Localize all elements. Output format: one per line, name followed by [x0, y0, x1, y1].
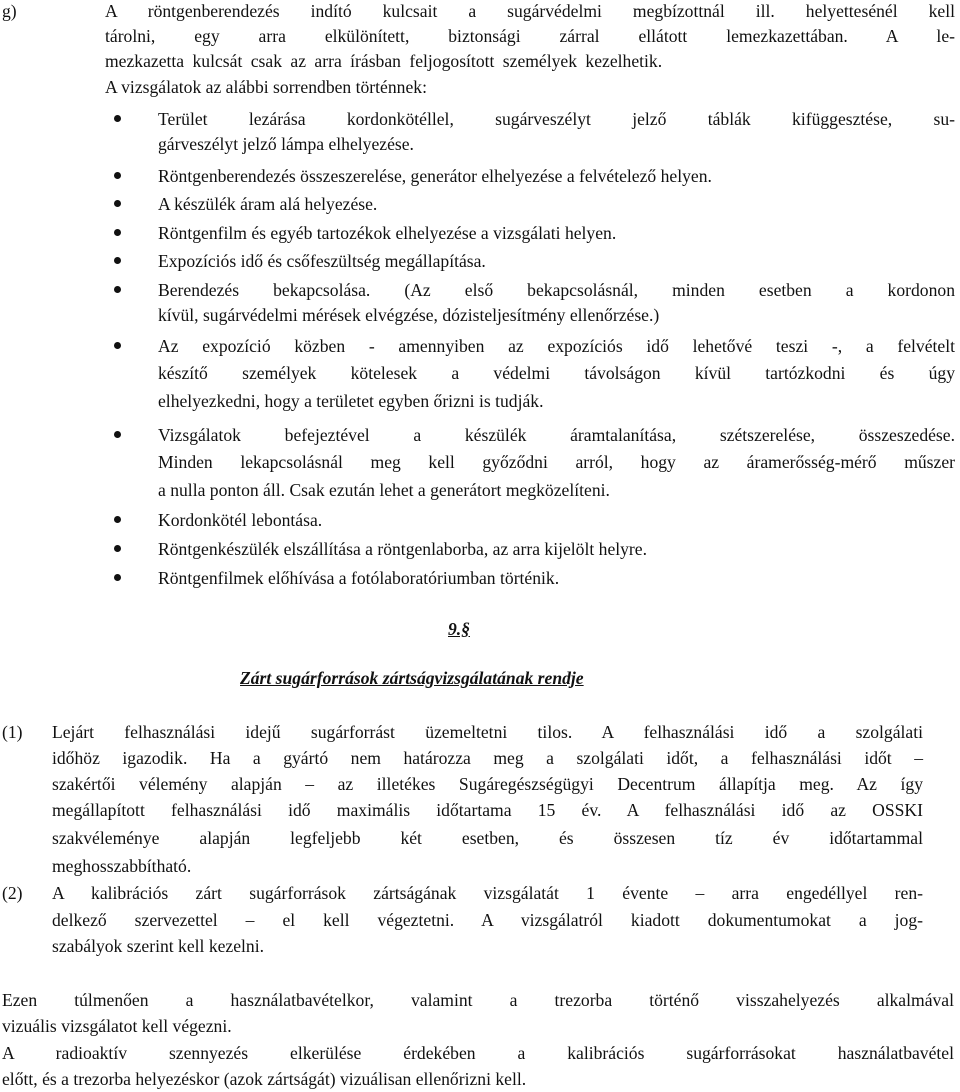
bullet-11-line-1: Röntgenfilmek előhívása a fotólaboratóriumban történik.	[158, 568, 560, 588]
numbered-marker-1: (1)	[2, 722, 23, 742]
section-title: Zárt sugárforrások zártságvizsgálatának rendje	[240, 668, 584, 688]
bullet-1-line-2: gárveszélyt jelző lámpa elhelyezése.	[158, 134, 414, 154]
closing-line-3: A radioaktív szennyezés elkerülése érdekében a kalibrációs sugárforrásokat használatbavétel	[2, 1043, 954, 1063]
bullet-6-line-2: kívül, sugárvédelmi mérések elvégzése, dózisteljesítmény ellenőrzése.)	[158, 305, 660, 325]
bullet-dot	[114, 286, 121, 293]
section-number: 9.§	[448, 619, 470, 639]
bullet-dot	[114, 115, 121, 122]
bullet-7-line-3: elhelyezkedni, hogy a területet egyben őrizni is tudják.	[158, 391, 544, 411]
numbered-1-line-1: Lejárt felhasználási idejű sugárforrást üzemeltetni tilos. A felhasználási idő a szolgálati	[52, 722, 923, 742]
numbered-marker-2: (2)	[2, 883, 23, 903]
closing-line-4: előtt, és a trezorba helyezéskor (azok zártságát) vizuálisan ellenőrizni kell.	[2, 1069, 527, 1089]
numbered-1-line-2: időhöz igazodik. Ha a gyártó nem határozza meg a szolgálati időt, a felhasználási időt –	[52, 748, 923, 768]
bullet-3-line-1: A készülék áram alá helyezése.	[158, 194, 378, 214]
bullet-8-line-2: Minden lekapcsolásnál meg kell győződni arról, hogy az áramerősség-mérő műszer	[158, 452, 955, 472]
bullet-dot	[114, 545, 121, 552]
closing-line-1: Ezen túlmenően a használatbavételkor, valamint a trezorba történő visszahelyezés alkalmával	[2, 990, 954, 1010]
bullet-8-line-3: a nulla ponton áll. Csak ezután lehet a generátort megközelíteni.	[158, 480, 610, 500]
numbered-1-line-4: megállapított felhasználási idő maximális időtartama 15 év. A felhasználási idő az OSSKI	[52, 800, 923, 820]
numbered-2-line-2: delkező szervezettel – el kell végeztetni. A vizsgálatról kiadott dokumentumokat a jog-	[52, 910, 923, 930]
bullet-7-line-2: készítő személyek kötelesek a védelmi távolságon kívül tartózkodni és úgy	[158, 363, 955, 383]
bullet-dot	[114, 574, 121, 581]
bullet-7-line-1: Az expozíció közben - amennyiben az expozíciós idő lehetővé teszi -, a felvételt	[158, 336, 955, 356]
bullet-dot	[114, 342, 121, 349]
numbered-1-line-5: szakvéleménye alapján legfeljebb két esetben, és összesen tíz év időtartammal	[52, 828, 923, 848]
g-line-1: A röntgenberendezés indító kulcsait a sugárvédelmi megbízottnál ill. helyettesénél kell	[105, 1, 955, 21]
bullet-5-line-1: Expozíciós idő és csőfeszültség megállapítása.	[158, 251, 486, 271]
numbered-2-line-3: szabályok szerint kell kezelni.	[52, 936, 265, 956]
bullet-dot	[114, 516, 121, 523]
bullet-dot	[114, 172, 121, 179]
bullet-dot	[114, 257, 121, 264]
numbered-1-line-6: meghosszabbítható.	[52, 856, 192, 876]
bullet-2-line-1: Röntgenberendezés összeszerelése, generátor elhelyezése a felvételező helyen.	[158, 166, 712, 186]
item-marker-g: g)	[2, 1, 17, 21]
bullet-8-line-1: Vizsgálatok befejeztével a készülék áramtalanítása, szétszerelése, összeszedése.	[158, 425, 955, 445]
g-line-4: A vizsgálatok az alábbi sorrendben történnek:	[105, 77, 427, 97]
bullet-6-line-1: Berendezés bekapcsolása. (Az első bekapcsolásnál, minden esetben a kordonon	[158, 280, 955, 300]
closing-line-2: vizuális vizsgálatot kell végezni.	[2, 1016, 232, 1036]
bullet-4-line-1: Röntgenfilm és egyéb tartozékok elhelyezése a vizsgálati helyen.	[158, 223, 617, 243]
numbered-1-line-3: szakértői vélemény alapján – az illetékes Sugáregészségügyi Decentrum állapítja meg. Az így	[52, 774, 923, 794]
bullet-9-line-1: Kordonkötél lebontása.	[158, 510, 323, 530]
bullet-10-line-1: Röntgenkészülék elszállítása a röntgenlaborba, az arra kijelölt helyre.	[158, 539, 647, 559]
bullet-1-line-1: Terület lezárása kordonkötéllel, sugárveszélyt jelző táblák kifüggesztése, su-	[158, 109, 955, 129]
numbered-2-line-1: A kalibrációs zárt sugárforrások zártságának vizsgálatát 1 évente – arra engedéllyel ren-	[52, 883, 923, 903]
bullet-dot	[114, 229, 121, 236]
bullet-dot	[114, 431, 121, 438]
g-line-3: mezkazetta kulcsát csak az arra írásban feljogosított személyek kezelhetik.	[105, 51, 663, 71]
bullet-dot	[114, 200, 121, 207]
g-line-2: tárolni, egy arra elkülönített, biztonsági zárral ellátott lemezkazettában. A le-	[105, 26, 955, 46]
